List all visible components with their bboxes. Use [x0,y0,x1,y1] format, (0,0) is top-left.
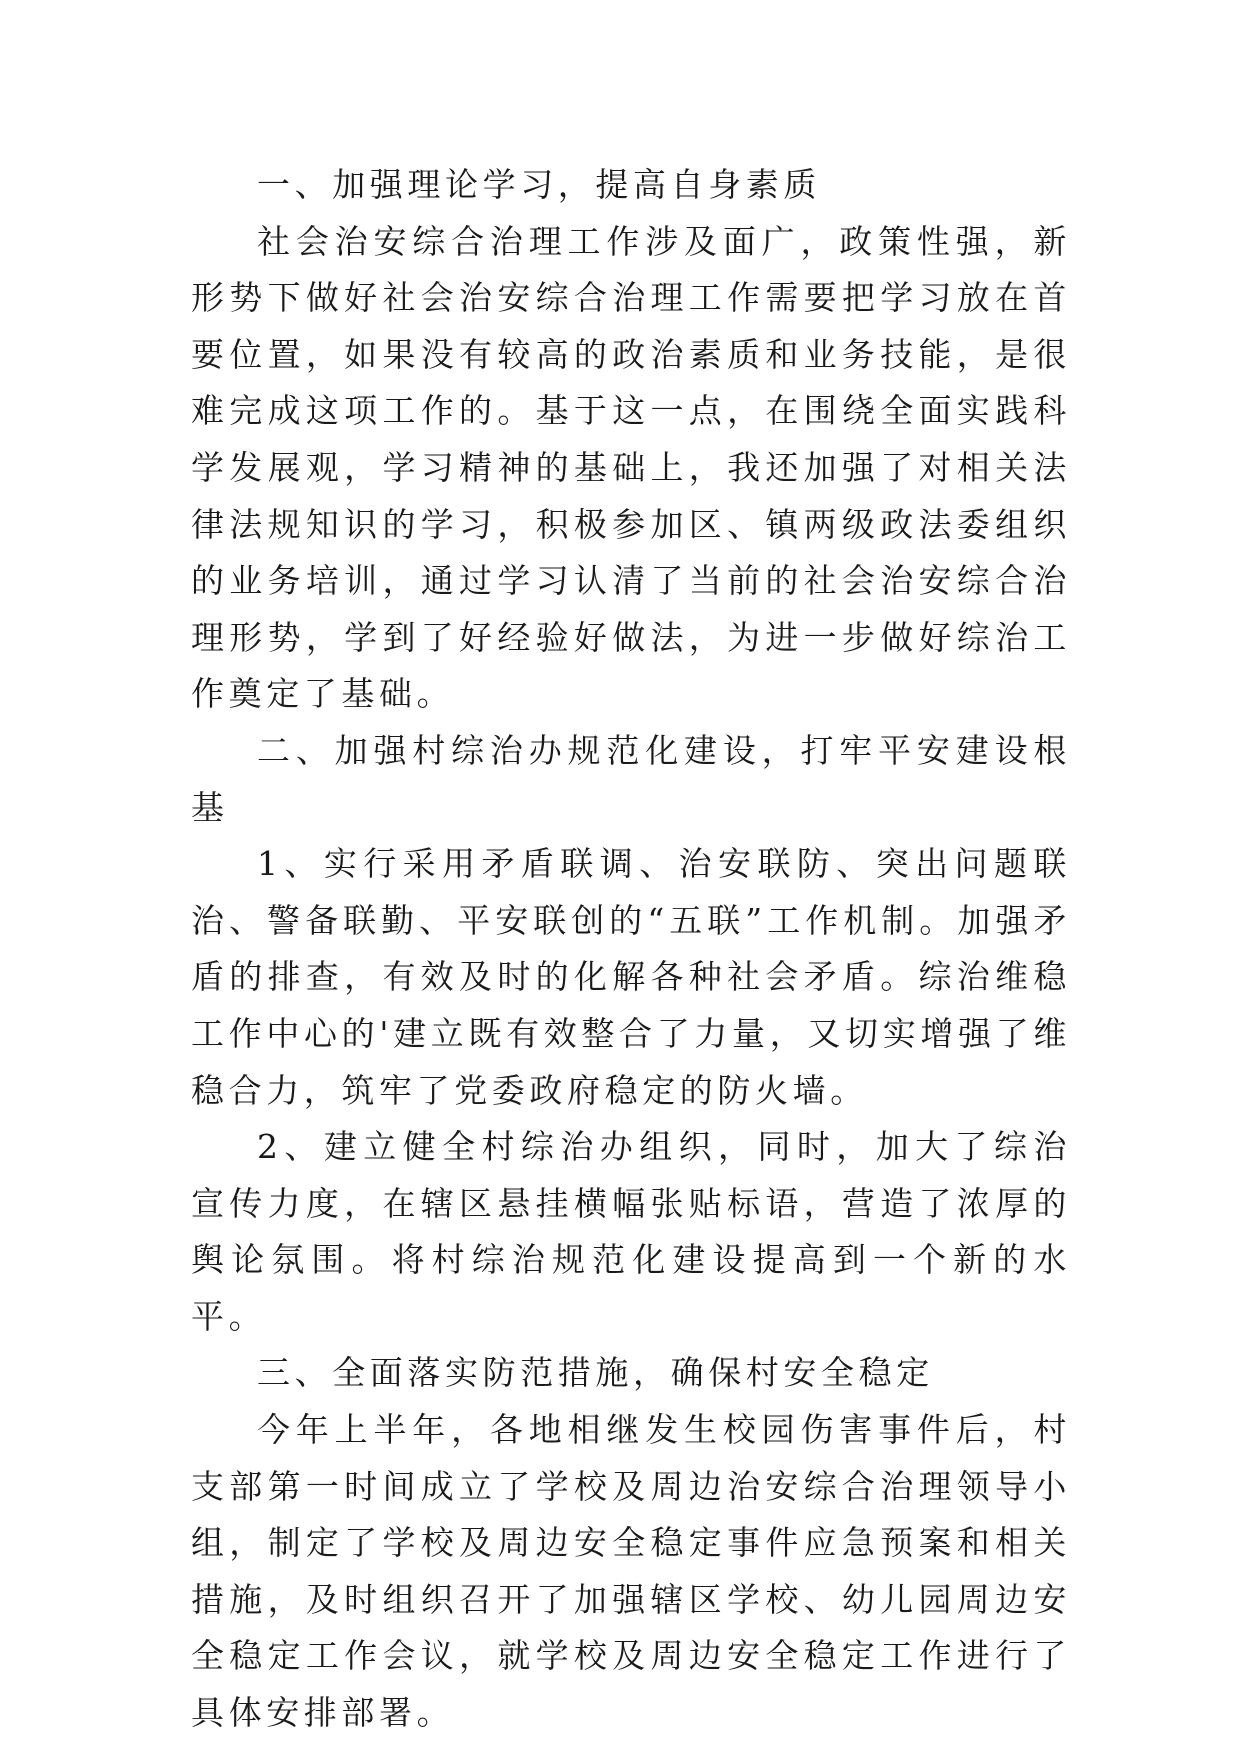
document-body [191,157,1071,1742]
paragraph: 今年上半年，各地相继发生校园伤害事件后，村支部第一时间成立了学校及周边治安综合治理领导小组，制定了学校及周边安全稳定事件应急预案和相关措施，及时组织召开了加强辖区学校、幼儿园周边安全稳定工作会议，就学校及周边安全稳定工作进行了具体安排部署。 [191,1410,1071,1733]
section-heading-3: 三、全面落实防范措施，确保村安全稳定 [257,1353,934,1393]
paragraph: 2、建立健全村综治办组织，同时，加大了综治宣传力度，在辖区悬挂横幅张贴标语，营造了浓厚的舆论氛围。将村综治规范化建设提高到一个新的水平。 [191,1127,1071,1336]
paragraph: 1、实行采用矛盾联调、治安联防、突出问题联治、警备联勤、平安联创的“五联”工作机制。加强矛盾的排查，有效及时的化解各种社会矛盾。综治维稳工作中心的'建立既有效整合了力量，又切实增强了维稳合力，筑牢了党委政府稳定的防火墙。 [191,844,1071,1110]
section-heading-1: 一、加强理论学习，提高自身素质 [257,165,821,204]
section-heading-2: 二、加强村综治办规范化建设，打牢平安建设根基 [191,730,1071,827]
paragraph: 社会治安综合治理工作涉及面广，政策性强，新形势下做好社会治安综合治理工作需要把学习放在首要位置，如果没有较高的政治素质和业务技能，是很难完成这项工作的。基于这一点，在围绕全面实践科学发展观，学习精神的基础上，我还加强了对相关法律法规知识的学习，积极参加区、镇两级政法委组织的业务培训，通过学习认清了当前的社会治安综合治理形势，学到了好经验好做法，为进一步做好综治工作奠定了基础。 [191,221,1071,714]
